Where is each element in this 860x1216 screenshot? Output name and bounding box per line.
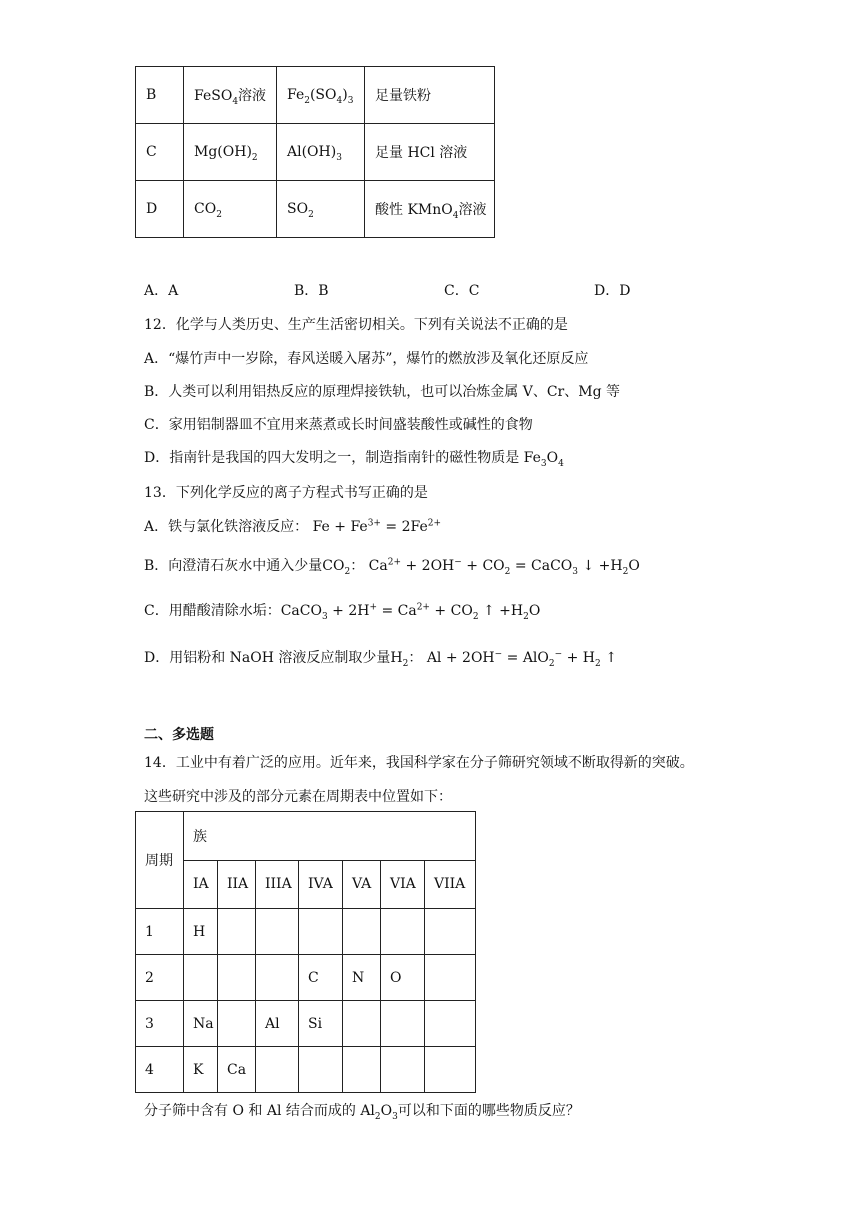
- table-row: [136, 812, 476, 861]
- element-cell: [381, 909, 425, 955]
- q12-option-a: A．“爆竹声中一岁除，春风送暖入屠苏”，爆竹的燃放涉及氧化还原反应: [144, 351, 589, 367]
- period-cell: 4: [136, 1047, 184, 1093]
- q13-stem: 13．下列化学反应的离子方程式书写正确的是: [144, 485, 428, 501]
- table-row: [136, 955, 476, 1001]
- table-row: [136, 1047, 476, 1093]
- element-cell: Si: [299, 1001, 343, 1047]
- q12-option-d: D．指南针是我国的四大发明之一，制造指南针的磁性物质是 $Fe_3O_4$: [144, 450, 564, 469]
- table-row: [136, 124, 495, 181]
- group-cell: IA: [184, 860, 218, 909]
- impurity-cell: $Al(OH)_3$: [277, 124, 365, 181]
- element-cell: [425, 955, 476, 1001]
- element-cell: [256, 909, 299, 955]
- option-b: B．B: [294, 283, 329, 299]
- group-cell: VA: [343, 860, 381, 909]
- period-header: 周期: [136, 812, 184, 909]
- element-cell: [381, 1047, 425, 1093]
- reagent-cell: 足量 HCl 溶液: [365, 124, 495, 181]
- q12-option-c: C．家用铝制器皿不宜用来蒸煮或长时间盛装酸性或碱性的食物: [144, 417, 533, 433]
- reactant-cell: $CO_2$: [184, 181, 277, 238]
- q13-option-d: D．用铝粉和 NaOH 溶液反应制取少量$H_2$： $Al + 2OH^- = AlO_2^- + H_2$ ↑: [144, 649, 617, 669]
- period-cell: 3: [136, 1001, 184, 1047]
- element-cell: Ca: [218, 1047, 256, 1093]
- element-cell: [256, 955, 299, 1001]
- q12-stem: 12．化学与人类历史、生产生活密切相关。下列有关说法不正确的是: [144, 317, 568, 333]
- element-cell: H: [184, 909, 218, 955]
- q14-line1: 14．工业中有着广泛的应用。近年来，我国科学家在分子筛研究领域不断取得新的突破。: [144, 755, 694, 771]
- reagent-cell: 足量铁粉: [365, 67, 495, 124]
- element-cell: [299, 1047, 343, 1093]
- table-row: [136, 181, 495, 238]
- options-table: [135, 66, 495, 238]
- group-cell: VIA: [381, 860, 425, 909]
- table-row: [136, 860, 476, 909]
- group-cell: IIA: [218, 860, 256, 909]
- element-cell: [381, 1001, 425, 1047]
- q14-question: 分子筛中含有 O 和 Al 结合而成的 $Al_2O_3$可以和下面的哪些物质反应？: [144, 1103, 580, 1122]
- row-label: C: [136, 124, 184, 181]
- section-heading: 二、多选题: [144, 727, 214, 743]
- q13-option-a: A．铁与氯化铁溶液反应： $Fe + Fe^{3+} = 2Fe^{2+}$: [144, 518, 442, 535]
- period-cell: 2: [136, 955, 184, 1001]
- reactant-cell: $Mg(OH)_2$: [184, 124, 277, 181]
- q14-line2: 这些研究中涉及的部分元素在周期表中位置如下：: [144, 789, 452, 805]
- group-cell: IIIA: [256, 860, 299, 909]
- element-cell: [343, 909, 381, 955]
- element-cell: [425, 909, 476, 955]
- table-row: [136, 909, 476, 955]
- option-c: C．C: [444, 283, 480, 299]
- row-label: D: [136, 181, 184, 238]
- group-cell: VIIA: [425, 860, 476, 909]
- element-cell: [343, 1001, 381, 1047]
- impurity-cell: $SO_2$: [277, 181, 365, 238]
- option-d: D．D: [594, 283, 631, 299]
- q12-option-b: B．人类可以利用铝热反应的原理焊接铁轨，也可以冶炼金属 V、Cr、Mg 等: [144, 384, 620, 400]
- element-cell: O: [381, 955, 425, 1001]
- table-row: [136, 1001, 476, 1047]
- element-cell: Na: [184, 1001, 218, 1047]
- element-cell: K: [184, 1047, 218, 1093]
- element-cell: Al: [256, 1001, 299, 1047]
- reagent-cell: 酸性 KMnO$_4$溶液: [365, 181, 495, 238]
- reactant-cell: FeSO$_4$溶液: [184, 67, 277, 124]
- table-row: [136, 67, 495, 124]
- element-cell: N: [343, 955, 381, 1001]
- element-cell: [425, 1001, 476, 1047]
- element-cell: [218, 1001, 256, 1047]
- q13-option-c: C．用醋酸清除水垢：CaCO$_3$ + $2H^+ = Ca^{2+} + CO_2$ ↑ $+H_2O$: [144, 602, 541, 622]
- group-cell: IVA: [299, 860, 343, 909]
- element-cell: [425, 1047, 476, 1093]
- element-cell: [256, 1047, 299, 1093]
- element-cell: [218, 955, 256, 1001]
- element-cell: [299, 909, 343, 955]
- period-cell: 1: [136, 909, 184, 955]
- row-label: B: [136, 67, 184, 124]
- element-cell: [343, 1047, 381, 1093]
- periodic-table: [135, 811, 476, 1093]
- element-cell: [218, 909, 256, 955]
- q13-option-b: B．向澄清石灰水中通入少量$CO_2$： $Ca^{2+} + 2OH^- + CO_2$ = CaCO$_3$ ↓ $+H_2O$: [144, 557, 640, 577]
- impurity-cell: $Fe_2(SO_4)_3$: [277, 67, 365, 124]
- group-header: 族: [184, 812, 476, 861]
- element-cell: C: [299, 955, 343, 1001]
- option-a: A．A: [144, 283, 179, 299]
- element-cell: [184, 955, 218, 1001]
